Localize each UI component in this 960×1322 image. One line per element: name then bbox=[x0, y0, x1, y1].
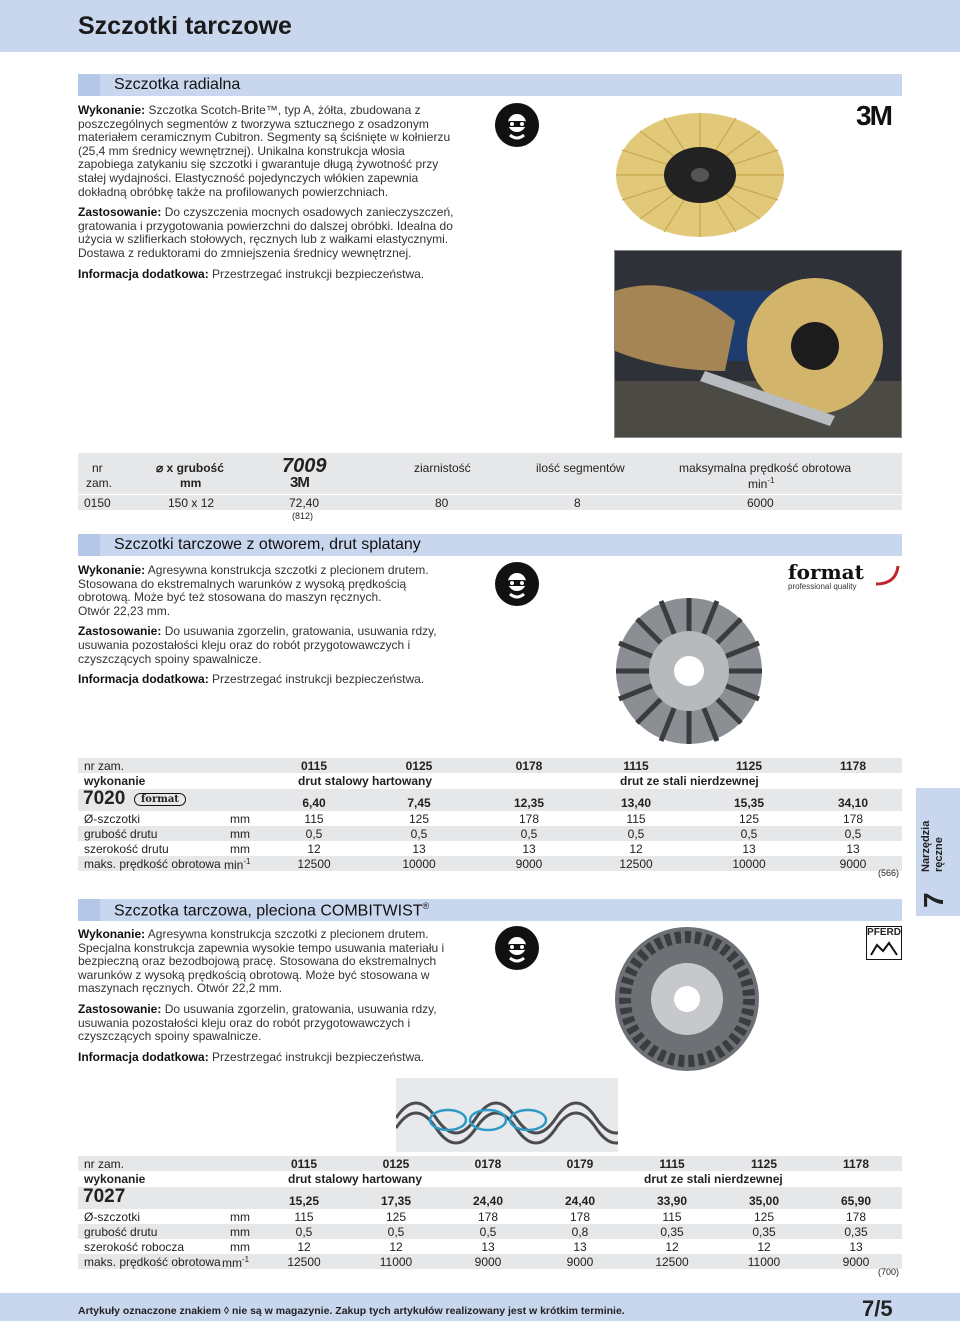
cell-price: 13,40 bbox=[620, 796, 652, 810]
chapter-tab[interactable] bbox=[916, 788, 960, 916]
cell-wire-thickness: 0,5 bbox=[740, 827, 758, 841]
cell-price: 72,40 bbox=[289, 496, 320, 510]
page-title: Szczotki tarczowe bbox=[78, 12, 292, 40]
desc-line bbox=[78, 104, 478, 118]
footer-note: Artykuły oznaczone znakiem ◊ nie są w magazynie. Zakup tych artykułów realizowany jest w krótkim terminie. bbox=[78, 1305, 625, 1317]
chapter-number: 7 bbox=[918, 892, 949, 908]
twisted-wire-brush-image bbox=[614, 596, 764, 746]
desc-text: czyszczących spoiny spawalnicze. bbox=[78, 1029, 262, 1044]
cell-price: 34,10 bbox=[837, 796, 869, 810]
combitwist-brush-image bbox=[614, 926, 760, 1072]
cell-wire-thickness: 0,5 bbox=[627, 827, 645, 841]
label-wykonanie: Wykonanie: bbox=[78, 563, 146, 577]
chapter-label bbox=[920, 821, 946, 872]
cell-width: 12 bbox=[757, 1240, 771, 1254]
cell-width: 12 bbox=[629, 842, 643, 856]
chapter-label-line1: Narzędzia bbox=[920, 820, 932, 872]
cell-price: 24,40 bbox=[472, 1194, 504, 1208]
unit-min bbox=[222, 1255, 249, 1270]
brand-3m-small-logo: 3M bbox=[290, 474, 309, 491]
cell-nr: 0178 bbox=[474, 1157, 502, 1171]
cell-nr: 1178 bbox=[842, 1157, 870, 1171]
chapter-label-line2: ręczne bbox=[933, 837, 945, 872]
unit-mm: mm bbox=[230, 827, 250, 841]
cell-max-speed: 9000 bbox=[566, 1255, 594, 1269]
cell-max-speed: 11000 bbox=[379, 1255, 413, 1269]
label-wykonanie: Wykonanie: bbox=[78, 103, 146, 117]
unit-exponent: -1 bbox=[242, 1255, 250, 1264]
desc-text: poszczególnych segmentów z tworzywa sztucznego z osadzonym bbox=[78, 116, 429, 131]
unit-mm: mm bbox=[230, 842, 250, 856]
cell-nr: 0115 bbox=[300, 759, 328, 773]
cell-max-speed: 9000 bbox=[839, 857, 867, 871]
cell-wire-thickness: 0,35 bbox=[752, 1225, 776, 1239]
label-informacja: Informacja dodatkowa: bbox=[78, 266, 209, 281]
section-title: Szczotka radialna bbox=[114, 76, 241, 93]
label-zastosowanie: Zastosowanie: bbox=[78, 205, 162, 220]
brand-pferd-text: PFERD bbox=[867, 927, 901, 938]
description-block bbox=[78, 104, 478, 281]
cell-max-speed: 10000 bbox=[732, 857, 766, 871]
cell-wire-thickness: 0,5 bbox=[410, 827, 428, 841]
brand-format-text: format bbox=[788, 560, 864, 584]
row-label-wire-width: szerokość drutu bbox=[84, 842, 169, 856]
desc-text: Otwór 22,23 mm. bbox=[78, 603, 171, 618]
cell-price: 33,90 bbox=[656, 1194, 688, 1208]
brand-3m-logo: 3M bbox=[856, 100, 891, 131]
cell-nr: 0150 bbox=[84, 496, 111, 510]
brand-format-logo bbox=[788, 562, 902, 594]
cell-width: 13 bbox=[481, 1240, 495, 1254]
cell-width: 12 bbox=[297, 1240, 311, 1254]
section-header-radialna bbox=[78, 74, 902, 96]
unit-mm: mm bbox=[230, 1210, 250, 1224]
row-label-wire-thickness: grubość drutu bbox=[84, 1225, 158, 1239]
section-bar-stub bbox=[78, 899, 100, 921]
section-bar-stub bbox=[78, 534, 100, 556]
row-label-working-width: szerokość robocza bbox=[84, 1240, 185, 1254]
row-label-nr: nr zam. bbox=[84, 759, 125, 773]
desc-text: maszynach ręcznych. Otwór 22,2 mm. bbox=[78, 981, 283, 996]
desc-text: Stosowana do ekstremalnych warunków z wysoką prędkością bbox=[78, 576, 407, 591]
cell-wire-thickness: 0,5 bbox=[295, 1225, 313, 1239]
unit-min-text: mm bbox=[222, 1256, 242, 1270]
product-code: 7009 bbox=[282, 455, 327, 477]
brand-pferd-logo bbox=[866, 926, 902, 960]
col-header-segments: ilość segmentów bbox=[536, 461, 625, 475]
cell-diameter: 115 bbox=[662, 1210, 682, 1224]
desc-text: gratowania i przygotowania powierzchni do dalszej obróbki. Idealna do bbox=[78, 218, 453, 233]
desc-text: usuwania pozostałości kleju oraz do robót przygotowawczych i bbox=[78, 1015, 411, 1030]
brand-format-subtitle: professional quality bbox=[788, 582, 857, 591]
desc-text: Do czyszczenia mocnych osadowych zanieczyszczeń, bbox=[164, 205, 454, 220]
cell-wire-thickness: 0,8 bbox=[571, 1225, 589, 1239]
row-label-diameter: Ø-szczotki bbox=[84, 1210, 141, 1224]
desc-text: dokładną obróbkę także na profilowanych powierzchniach. bbox=[78, 184, 389, 199]
cell-diameter: 178 bbox=[518, 812, 540, 826]
cell-dimension: 150 x 12 bbox=[168, 496, 215, 510]
description-block bbox=[78, 928, 478, 1064]
desc-text: Przestrzegać instrukcji bezpieczeństwa. bbox=[212, 672, 425, 687]
unit-mm: mm bbox=[230, 1240, 250, 1254]
brand-format-small-logo: format bbox=[134, 793, 186, 806]
cell-max-speed: 12500 bbox=[297, 857, 331, 871]
cell-width: 13 bbox=[846, 842, 860, 856]
section-bar-stub bbox=[78, 74, 100, 96]
unit-min: min bbox=[748, 477, 768, 491]
unit-exponent: -1 bbox=[767, 476, 775, 485]
desc-text: użycia w szlifierkach stołowych, ręcznych lub z wałkami elastycznymi. bbox=[78, 232, 449, 247]
desc-text: Przestrzegać instrukcji bezpieczeństwa. bbox=[212, 1049, 425, 1064]
unit-mm: mm bbox=[230, 1225, 250, 1239]
product-table-7020 bbox=[78, 758, 902, 883]
cell-max-speed: 12500 bbox=[619, 857, 653, 871]
section-header-drut-splatany bbox=[78, 534, 902, 556]
cell-wire-thickness: 0,5 bbox=[479, 1225, 497, 1239]
cell-price: 24,40 bbox=[564, 1194, 596, 1208]
cell-max-speed: 12500 bbox=[287, 1255, 321, 1269]
desc-text: obrotową. Może być też stosowana do maszyn ręcznych. bbox=[78, 590, 382, 605]
safety-goggles-icon bbox=[495, 562, 539, 606]
desc-text: zapobiega zatykaniu się szczotki i gwarantuje długą żywotność przy bbox=[78, 157, 439, 172]
row-label-max-speed: maks. prędkość obrotowa bbox=[84, 857, 221, 871]
cell-width: 12 bbox=[389, 1240, 403, 1254]
label-zastosowanie: Zastosowanie: bbox=[78, 1001, 162, 1016]
cell-width: 13 bbox=[573, 1240, 587, 1254]
label-informacja: Informacja dodatkowa: bbox=[78, 672, 209, 687]
desc-text: czyszczących spoiny spawalnicze. bbox=[78, 651, 262, 666]
cell-wire-thickness: 0,35 bbox=[660, 1225, 684, 1239]
cell-nr: 1125 bbox=[735, 759, 763, 773]
cell-nr: 0179 bbox=[566, 1157, 594, 1171]
row-label-nr: nr zam. bbox=[84, 1157, 125, 1171]
unit-exponent: -1 bbox=[243, 857, 251, 866]
registered-mark: ® bbox=[422, 901, 430, 911]
brush-in-use-photo bbox=[614, 250, 902, 438]
section-title: Szczotki tarczowe z otworem, drut splatany bbox=[114, 536, 421, 553]
cell-max-speed: 6000 bbox=[747, 496, 774, 510]
section-header-combitwist bbox=[78, 899, 902, 921]
row-label-wykonanie: wykonanie bbox=[84, 1172, 146, 1186]
cell-nr: 0115 bbox=[290, 1157, 318, 1171]
cell-nr: 1125 bbox=[750, 1157, 778, 1171]
row-label-diameter: Ø-szczotki bbox=[84, 812, 141, 826]
description-block bbox=[78, 564, 478, 687]
desc-text: Przestrzegać instrukcji bezpieczeństwa. bbox=[212, 266, 425, 281]
twisted-wire-detail-image bbox=[396, 1078, 618, 1152]
cell-width: 12 bbox=[665, 1240, 679, 1254]
cell-diameter: 115 bbox=[304, 812, 324, 826]
desc-text: Agresywna konstrukcja szczotki z plecionem drutem. bbox=[147, 927, 429, 941]
cell-diameter: 115 bbox=[626, 812, 646, 826]
cell-material-steel: drut stalowy hartowany bbox=[298, 774, 433, 788]
cell-price: 65,90 bbox=[840, 1194, 872, 1208]
cell-diameter: 125 bbox=[753, 1210, 775, 1224]
cell-price: 15,35 bbox=[733, 796, 765, 810]
cell-price: 6,40 bbox=[302, 796, 326, 810]
product-table-7027 bbox=[78, 1156, 902, 1281]
label-informacja: Informacja dodatkowa: bbox=[78, 1049, 209, 1064]
desc-text: Agresywna konstrukcja szczotki z plecionem drutem. bbox=[147, 563, 429, 577]
section-title-text: Szczotka tarczowa, pleciona COMBITWIST bbox=[114, 902, 423, 920]
cell-grit: 80 bbox=[435, 496, 449, 510]
cell-max-speed: 10000 bbox=[402, 857, 436, 871]
section-title bbox=[114, 901, 429, 920]
desc-text: stałej wydajności. Elastyczność pojedynczych włókien zapewnia bbox=[78, 170, 419, 185]
cell-max-speed: 9000 bbox=[842, 1255, 870, 1269]
cell-price: 35,00 bbox=[748, 1194, 780, 1208]
cell-diameter: 178 bbox=[845, 1210, 867, 1224]
row-label-wire-thickness: grubość drutu bbox=[84, 827, 158, 841]
product-table-7009 bbox=[78, 453, 902, 525]
cell-nr: 0125 bbox=[382, 1157, 410, 1171]
col-header-speed-unit bbox=[748, 476, 774, 491]
cell-width: 12 bbox=[307, 842, 321, 856]
cell-max-speed: 12500 bbox=[655, 1255, 689, 1269]
cell-price: 12,35 bbox=[513, 796, 545, 810]
safety-goggles-icon bbox=[495, 103, 539, 147]
table-reference: (700) bbox=[878, 1267, 900, 1277]
cell-nr: 0125 bbox=[405, 759, 433, 773]
cell-max-speed: 9000 bbox=[474, 1255, 502, 1269]
cell-nr: 0178 bbox=[515, 759, 543, 773]
cell-diameter: 125 bbox=[408, 812, 430, 826]
desc-text: warunków z wysoką prędkością obrotową. Może być stosowana w bbox=[78, 967, 430, 982]
cell-wire-thickness: 0,35 bbox=[844, 1225, 868, 1239]
cell-price: 17,35 bbox=[380, 1194, 412, 1208]
col-header-dimension: ⌀ x grubość bbox=[156, 461, 224, 475]
cell-reference: (812) bbox=[292, 511, 314, 521]
unit-min-text: min bbox=[224, 858, 244, 872]
row-label-wykonanie: wykonanie bbox=[84, 774, 146, 788]
cell-max-speed: 9000 bbox=[515, 857, 543, 871]
cell-max-speed: 11000 bbox=[747, 1255, 781, 1269]
cell-wire-thickness: 0,5 bbox=[305, 827, 323, 841]
desc-text: usuwania pozostałości kleju oraz do robót przygotowawczych i bbox=[78, 637, 411, 652]
cell-wire-thickness: 0,5 bbox=[520, 827, 538, 841]
row-label-max-speed: maks. prędkość obrotowa bbox=[84, 1255, 221, 1269]
cell-material-stainless: drut ze stali nierdzewnej bbox=[644, 1172, 783, 1186]
cell-diameter: 115 bbox=[294, 1210, 314, 1224]
desc-text: Do usuwania zgorzelin, gratowania, usuwania rdzy, bbox=[164, 1001, 437, 1016]
cell-material-steel: drut stalowy hartowany bbox=[288, 1172, 423, 1186]
cell-diameter: 178 bbox=[477, 1210, 499, 1224]
product-code: 7020 bbox=[83, 788, 126, 809]
cell-width: 13 bbox=[849, 1240, 863, 1254]
cell-diameter: 178 bbox=[842, 812, 864, 826]
cell-diameter: 125 bbox=[385, 1210, 407, 1224]
cell-nr: 1115 bbox=[659, 1157, 685, 1171]
col-header-zam: zam. bbox=[86, 476, 113, 490]
label-wykonanie: Wykonanie: bbox=[78, 927, 146, 941]
product-code: 7027 bbox=[83, 1186, 126, 1207]
cell-wire-thickness: 0,5 bbox=[844, 827, 862, 841]
cell-price: 15,25 bbox=[288, 1194, 320, 1208]
desc-text: Dostawa z reduktorami do zmniejszenia średnicy wewnętrznej. bbox=[78, 245, 412, 260]
safety-goggles-icon bbox=[495, 926, 539, 970]
desc-text: materiałem ceramicznym Cubitron. Segmenty są ściśnięte w kołnierzu bbox=[78, 130, 451, 145]
table-reference: (566) bbox=[878, 868, 900, 878]
cell-nr: 1115 bbox=[623, 759, 649, 773]
desc-text: bezpieczną oraz bezodbojową pracę. Stosowana do ekstremalnych bbox=[78, 954, 437, 969]
radial-brush-image bbox=[614, 110, 786, 240]
cell-segments: 8 bbox=[574, 496, 581, 510]
desc-text: (25,4 mm średnicy wewnętrznej). Unikalna konstrukcja włosia bbox=[78, 143, 405, 158]
cell-diameter: 125 bbox=[738, 812, 760, 826]
cell-width: 13 bbox=[522, 842, 536, 856]
unit-mm: mm bbox=[230, 812, 250, 826]
cell-price: 7,45 bbox=[407, 796, 431, 810]
cell-nr: 1178 bbox=[839, 759, 867, 773]
cell-wire-thickness: 0,5 bbox=[387, 1225, 405, 1239]
col-header-unit-mm: mm bbox=[180, 476, 202, 490]
table-row bbox=[78, 773, 902, 788]
col-header-grit: ziarnistość bbox=[414, 461, 471, 475]
desc-text: Szczotka Scotch-Brite™, typ A, żółta, zbudowana z bbox=[148, 103, 421, 117]
col-header-max-speed: maksymalna prędkość obrotowa bbox=[679, 461, 852, 475]
unit-min bbox=[224, 857, 250, 872]
cell-material-stainless: drut ze stali nierdzewnej bbox=[620, 774, 759, 788]
cell-width: 13 bbox=[412, 842, 426, 856]
cell-diameter: 178 bbox=[569, 1210, 591, 1224]
cell-width: 13 bbox=[742, 842, 756, 856]
page-number: 7/5 bbox=[862, 1296, 893, 1321]
label-zastosowanie: Zastosowanie: bbox=[78, 624, 162, 639]
desc-text: Do usuwania zgorzelin, gratowania, usuwania rdzy, bbox=[164, 624, 437, 639]
col-header-nr: nr bbox=[92, 461, 103, 475]
desc-text: Specjalna konstrukcja zapewnia wysokie tempo usuwania materiału i bbox=[78, 940, 445, 955]
